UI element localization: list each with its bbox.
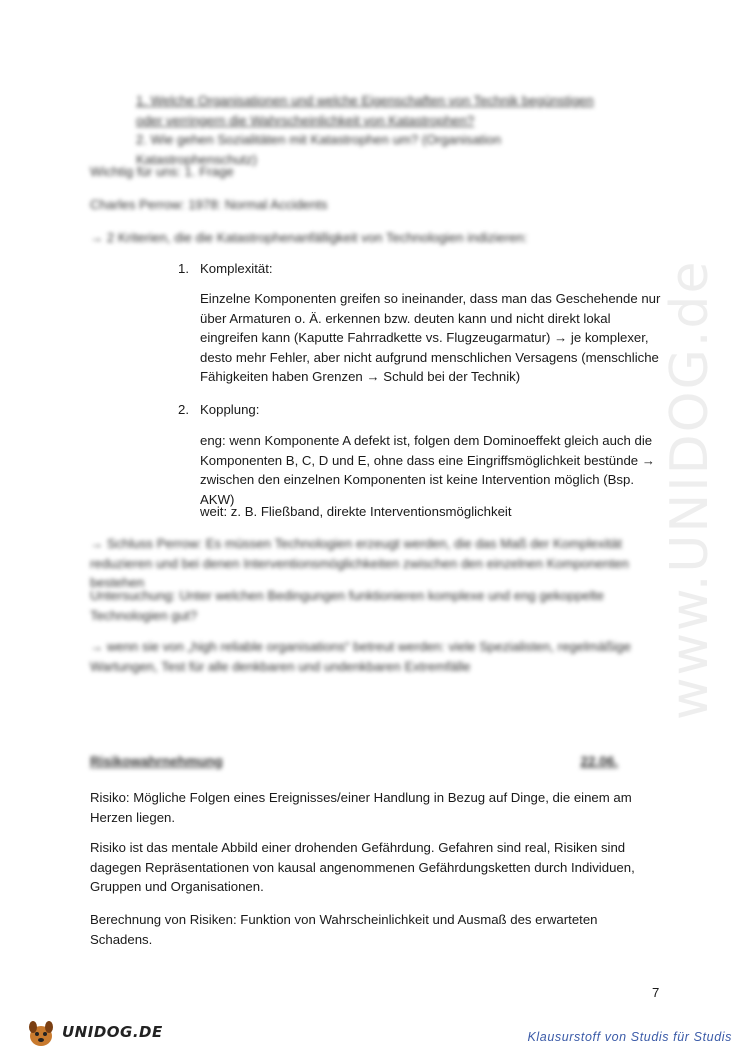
question-1: 1. Welche Organisationen und welche Eigenschaften von Technik begünstigen oder verringern die Wahrscheinlichkeit von Katastrophen? <box>136 93 594 128</box>
komplexitaet-text: Einzelne Komponenten greifen so ineinander, dass man das Geschehende nur über Armaturen o. Ä. erkennen bzw. deuten kann und nicht direkt lokal eingreifen kann (Kaputte Fahrradkette vs. Flugzeugarmatur) → je komplexer, desto mehr Fehler, aber nicht aufgrund menschlichen Versagens (menschliche Fähigkeiten haben Grenzen → Schuld bei der Technik) <box>200 291 661 384</box>
list-title-komplexitaet: Komplexität: <box>200 261 273 276</box>
logo-text: UNIDOG.DE <box>62 1023 163 1041</box>
kopplung-weit-text: weit: z. B. Fließband, direkte Interventionsmöglichkeit <box>200 504 512 519</box>
risk-calculation: Berechnung von Risiken: Funktion von Wahrscheinlichkeit und Ausmaß des erwarteten Schadens. <box>90 912 598 947</box>
footer-tagline: Klausurstoff von Studis für Studis <box>527 1030 732 1044</box>
page-number: 7 <box>652 985 660 1000</box>
study-question: Untersuchung: Unter welchen Bedingungen funktionieren komplexe und eng gekoppelte Technologien gut? <box>90 588 604 623</box>
footer-logo[interactable] <box>24 1016 163 1048</box>
perrow-reference: Charles Perrow: 1978: Normal Accidents <box>90 197 328 212</box>
risk-definition: Risiko: Mögliche Folgen eines Ereignisses/einer Handlung in Bezug auf Dinge, die einem am Herzen liegen. <box>90 790 632 825</box>
dog-logo-icon <box>24 1016 58 1048</box>
list-number-2: 2. <box>178 402 189 417</box>
risk-heading-title: Risikowahrnehmung <box>90 754 223 769</box>
criteria-intro: → 2 Kriterien, die die Katastrophenanfälligkeit von Technologien indizieren: <box>90 230 528 245</box>
kopplung-eng-text: eng: wenn Komponente A defekt ist, folgen dem Dominoeffekt gleich auch die Komponenten B, C, D und E, ohne dass eine Eingriffsmöglichkeit bestünde → zwischen den einzelnen Komponenten ist keine Intervention möglich (Bsp. AKW) <box>200 433 655 507</box>
watermark: www.UNIDOG.de <box>660 259 720 720</box>
perrow-conclusion: → Schluss Perrow: Es müssen Technologien erzeugt werden, die das Maß der Komplexität reduzieren und bei denen Interventionsmöglichkeiten zwischen den einzelnen Komponenten bestehen <box>90 536 629 590</box>
important-note: Wichtig für uns: 1. Frage <box>90 164 234 179</box>
list-number-1: 1. <box>178 261 189 276</box>
hro-note: → wenn sie von „high reliable organisations“ betreut werden: viele Spezialisten, regelmäßige Wartungen, Test für alle denkbaren und undenkbaren Extremfälle <box>90 639 631 674</box>
question-2: 2. Wie gehen Sozialitäten mit Katastrophen um? (Organisation Katastrophenschutz) <box>136 132 502 167</box>
list-title-kopplung: Kopplung: <box>200 402 260 417</box>
risk-heading-date: 22.06. <box>580 754 618 769</box>
risk-mental-image: Risiko ist das mentale Abbild einer drohenden Gefährdung. Gefahren sind real, Risiken sind dagegen Repräsentationen von kausal angenommenen Gefährdungsketten durch Individuen, Gruppen und Organisationen. <box>90 840 635 894</box>
risk-heading <box>90 754 618 772</box>
